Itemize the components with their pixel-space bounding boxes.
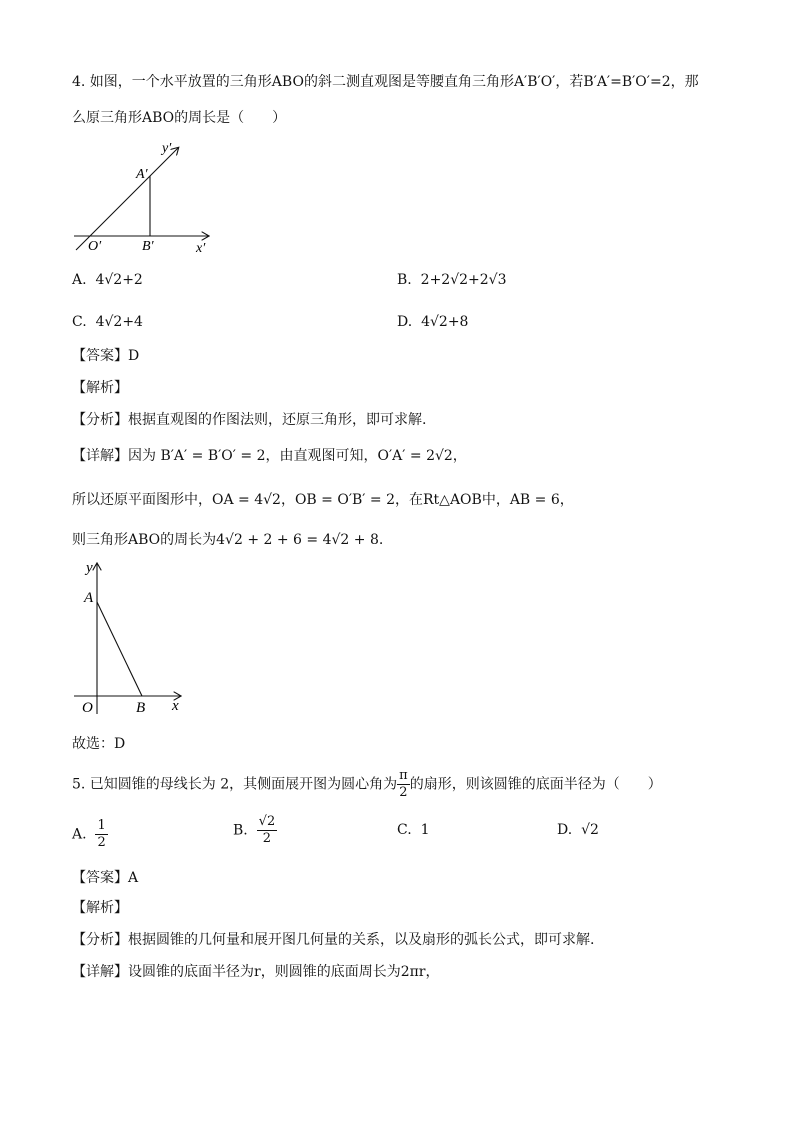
q5-option-d: D. √2	[557, 822, 599, 838]
q4-stem-line2: 么原三角形ABO的周长是（ ）	[72, 110, 287, 126]
q4-option-b-text: 2+2√2+2√3	[420, 272, 507, 288]
label-y-prime: y′	[162, 141, 172, 156]
label-x-prime: x′	[196, 241, 206, 256]
q4-original-figure	[70, 558, 190, 718]
q4-option-a: A. 4√2+2	[72, 272, 143, 288]
y-prime-axis	[76, 148, 178, 250]
q4-conclusion: 故选：D	[72, 736, 126, 752]
q5-answer: 【答案】A	[72, 870, 139, 886]
q4-detail-3: 则三角形ABO的周长为4√2 + 2 + 6 = 4√2 + 8.	[72, 532, 384, 548]
q5-detail-1: 【详解】设圆锥的底面半径为r，则圆锥的底面周长为2πr，	[72, 964, 440, 980]
segment-a-b	[97, 602, 142, 696]
q4-option-d: D. 4√2+8	[397, 314, 469, 330]
q5-jiexi: 【解析】	[72, 900, 128, 916]
label-b-prime: B′	[142, 239, 154, 254]
label-o: O	[82, 700, 93, 716]
label-x: x	[172, 698, 179, 714]
q4-option-b: B. 2+2√2+2√3	[397, 272, 507, 288]
q4-oblique-figure	[70, 138, 220, 258]
q4-jiexi: 【解析】	[72, 380, 128, 396]
label-a: A	[84, 590, 94, 606]
q4-option-c-text: 4√2+4	[95, 314, 143, 330]
label-b: B	[136, 700, 146, 716]
q4-answer: 【答案】D	[72, 348, 140, 364]
q4-option-d-text: 4√2+8	[421, 314, 469, 330]
q5-option-a: A. $\frac{1}{2}$	[72, 818, 106, 850]
q4-option-a-text: 4√2+2	[95, 272, 143, 288]
q4-option-c: C. 4√2+4	[72, 314, 143, 330]
label-o-prime: O′	[88, 239, 102, 254]
q5-fenxi: 【分析】根据圆锥的几何量和展开图几何量的关系，以及扇形的弧长公式，即可求解.	[72, 932, 595, 948]
q5-stem: 5. 已知圆锥的母线长为 2，其侧面展开图为圆心角为 $\frac{\pi}{2}$ 的扇形，则该圆锥的底面半径为（ ）	[72, 768, 662, 800]
q5-stem-fraction: $\frac{\pi}{2}$	[399, 768, 408, 800]
label-y: y	[86, 560, 93, 576]
q5-option-c: C. 1	[397, 822, 430, 838]
q5-option-b: B. $\frac{√2}{2}$	[233, 814, 276, 846]
q4-fenxi: 【分析】根据直观图的作图法则，还原三角形，即可求解.	[72, 412, 427, 428]
q4-detail-1: 【详解】因为 B′A′ = B′O′ = 2，由直观图可知，O′A′ = 2√2，	[72, 448, 467, 464]
q4-detail-2: 所以还原平面图形中，OA = 4√2，OB = O′B′ = 2，在Rt△AOB中，AB = 6，	[72, 492, 574, 508]
label-a-prime: A′	[136, 167, 148, 182]
q4-stem-line1: 4. 如图，一个水平放置的三角形ABO的斜二测直观图是等腰直角三角形A′B′O′，若B′A′=B′O′=2，那	[72, 74, 699, 90]
